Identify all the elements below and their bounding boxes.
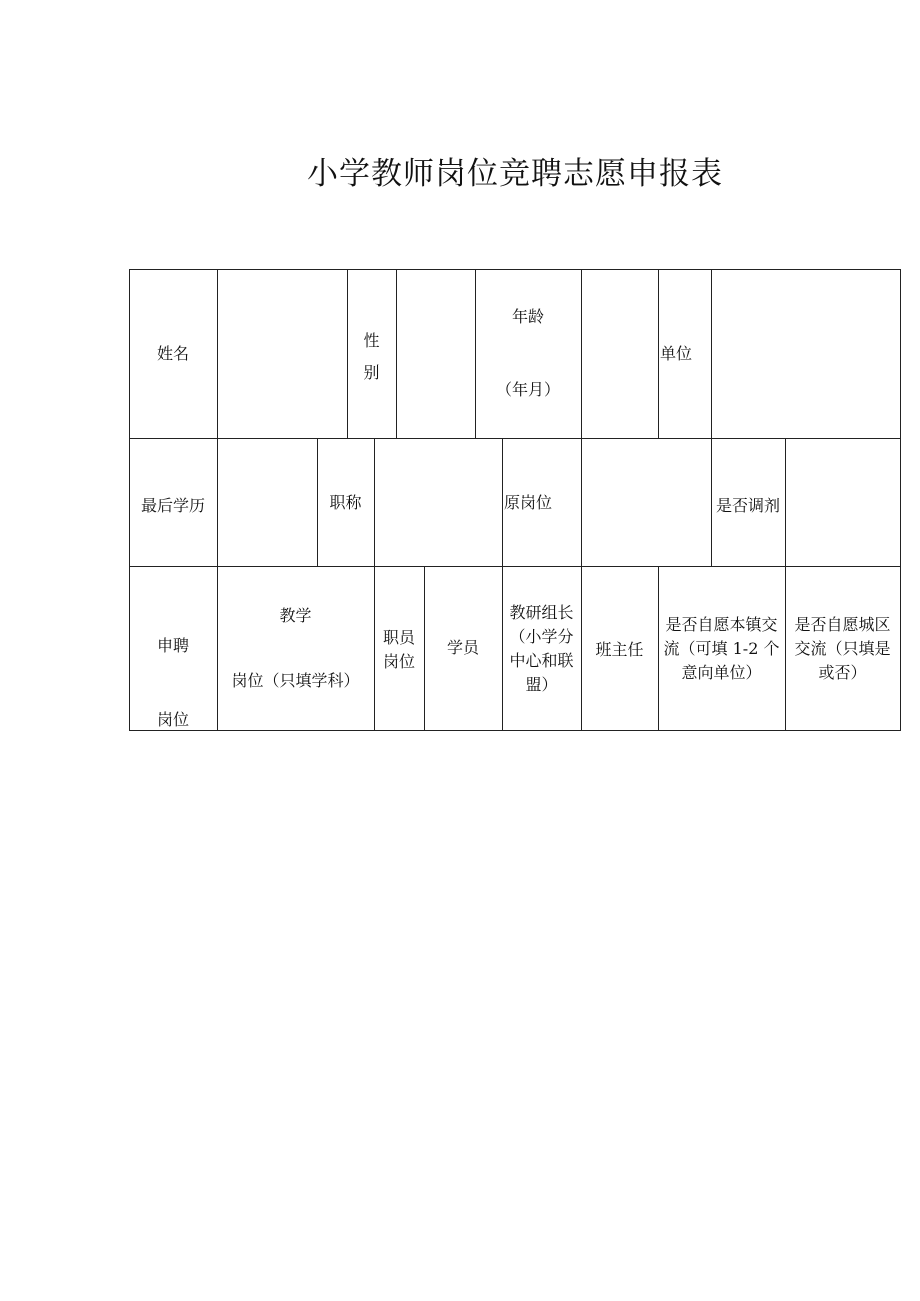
head-teacher-label: 班主任 (595, 640, 644, 659)
age-label-line1: 年龄 (511, 307, 544, 326)
town-exchange-label-line3: 意向单位） (681, 663, 762, 682)
district-exchange-label-line3: 或否） (818, 663, 867, 682)
column-divider (475, 269, 476, 439)
gender-label-line2: 别 (363, 363, 380, 382)
original-post-label: 原岗位 (504, 493, 553, 512)
student-label: 学员 (446, 638, 479, 657)
apply-post-label-line2: 岗位 (156, 710, 189, 729)
education-label: 最后学历 (140, 496, 205, 515)
column-divider (502, 438, 503, 567)
column-divider (658, 269, 659, 439)
age-field[interactable] (582, 270, 658, 438)
professional-title-label: 职称 (329, 493, 362, 512)
research-leader-label-line1: 教研组长 (509, 603, 574, 622)
teaching-post-label-line1: 教学 (279, 606, 312, 625)
table-border-right (900, 269, 901, 731)
gender-field[interactable] (397, 270, 475, 438)
town-exchange-label-line1: 是否自愿本镇交 (665, 615, 778, 634)
staff-post-label-line2: 岗位 (382, 652, 415, 671)
unit-label: 单位 (660, 344, 693, 363)
district-exchange-label-line1: 是否自愿城区 (794, 615, 891, 634)
name-label: 姓名 (156, 344, 189, 363)
unit-field[interactable] (712, 270, 900, 438)
research-leader-label-line4: 盟） (525, 675, 558, 694)
page-title: 小学教师岗位竞聘志愿申报表 (307, 156, 723, 192)
staff-post-label-line1: 职员 (382, 628, 415, 647)
teaching-post-label-line2: 岗位（只填学科） (231, 671, 360, 690)
gender-label-line1: 性 (363, 331, 380, 350)
professional-title-field[interactable] (375, 439, 502, 566)
district-exchange-label-line2: 交流（只填是 (794, 639, 891, 658)
research-leader-label-line2: （小学分 (509, 627, 574, 646)
education-field[interactable] (218, 439, 317, 566)
adjust-field[interactable] (786, 439, 900, 566)
apply-post-label-line1: 申聘 (156, 636, 189, 655)
original-post-field[interactable] (582, 439, 711, 566)
name-field[interactable] (218, 270, 347, 438)
adjust-label: 是否调剂 (715, 496, 780, 515)
research-leader-label-line3: 中心和联 (509, 651, 574, 670)
age-label-line2: （年月） (495, 380, 560, 399)
town-exchange-label-line2: 流（可填 1-2 个 (663, 639, 780, 658)
column-divider (347, 269, 348, 439)
